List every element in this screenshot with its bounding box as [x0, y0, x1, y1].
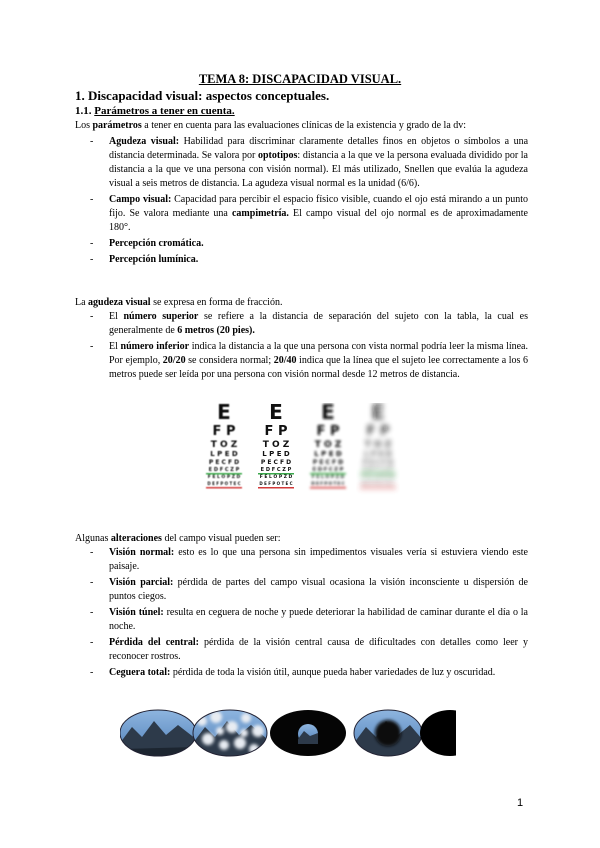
snellen-row: E D F C Z P [312, 467, 344, 473]
snellen-row: D E F P O T E C [361, 481, 395, 486]
snellen-red-line [310, 487, 346, 489]
param-term: Percepción lumínica. [109, 254, 199, 265]
list-item [90, 340, 528, 382]
partial-vision-image [193, 709, 267, 757]
list-item [90, 135, 528, 191]
list-item [90, 636, 528, 664]
snellen-panel [206, 403, 242, 489]
tunnel-vision-image [270, 710, 346, 756]
snellen-panel [360, 403, 396, 489]
fraction-text: El [109, 311, 124, 322]
snellen-row: P E C F D [362, 459, 394, 466]
alter-text: pérdida de toda la visión útil, aunque pueda haber variedades de luz y oscuridad. [170, 667, 496, 678]
intro-text-a: Los [75, 120, 93, 131]
snellen-row: F E L O P Z D [259, 475, 293, 480]
snellen-row: E D F C Z P [208, 467, 240, 473]
snellen-row: E D F C Z P [362, 467, 394, 473]
visual-field-images [120, 709, 456, 757]
snellen-red-line [360, 487, 396, 489]
agudeza-text-c: se expresa en forma de fracción. [150, 297, 283, 308]
snellen-row: P E C F D [312, 459, 344, 466]
snellen-row: F E L O P Z D [311, 475, 345, 480]
snellen-row: E [217, 403, 231, 424]
snellen-row: E [269, 403, 283, 424]
intro-term: parámetros [92, 120, 142, 131]
snellen-row: F P [264, 424, 288, 439]
snellen-row: T O Z [314, 440, 342, 450]
snellen-row: F E L O P Z D [207, 475, 241, 480]
subsection-heading [75, 105, 235, 117]
snellen-green-line [360, 473, 396, 475]
agudeza-paragraph [75, 296, 535, 310]
snellen-row: E [321, 403, 335, 424]
alter-text: pérdida de partes del campo visual ocasiona la visión inconsciente u dispersión de puntos ciegos. [109, 577, 528, 602]
snellen-panel [258, 403, 294, 489]
param-term: Agudeza visual: [109, 136, 180, 147]
alter-text: pérdida de la visión central causa de dificultades con detalles como leer y reconocer rostros. [109, 637, 528, 662]
alter-text: esto es lo que una persona sin impedimentos visuales vería si estuviera viendo este paisaje. [109, 547, 528, 572]
list-item [90, 193, 528, 235]
fraction-text: se refiere a la distancia de separación del sujeto con la tabla, la cual es generalmente de [109, 311, 528, 336]
snellen-row: L P E D [210, 450, 238, 458]
snellen-green-line [310, 473, 346, 475]
snellen-row: T O Z [210, 440, 238, 450]
alter-term: Visión parcial: [109, 577, 174, 588]
snellen-row: E D F C Z P [260, 467, 292, 473]
fraction-term: 20/20 [162, 355, 186, 366]
subsection-number: 1.1. [75, 105, 92, 117]
param-term2: campimetría. [231, 208, 289, 219]
fraction-text: indica la distancia a la que una persona con vista normal podría leer la misma línea. Por ejemplo, [109, 341, 528, 366]
snellen-row: L P E D [262, 450, 290, 458]
agudeza-text-a: La [75, 297, 89, 308]
snellen-row: F P [212, 424, 236, 439]
snellen-green-line [258, 473, 294, 475]
snellen-red-line [258, 487, 294, 489]
fraction-term: número superior [123, 311, 199, 322]
fraction-text: El [109, 341, 121, 352]
intro-paragraph [75, 119, 535, 133]
parameters-list [90, 135, 528, 269]
alter-term: Visión normal: [109, 547, 175, 558]
page-number: 1 [517, 797, 524, 809]
agudeza-term: agudeza visual [88, 297, 151, 308]
document-title: TEMA 8: DISCAPACIDAD VISUAL. [198, 72, 402, 86]
snellen-row: F E L O P Z D [361, 475, 395, 480]
param-text: Capacidad para percibir el espacio físico visible, cuando el ojo está mirando a un punto fijo. Se valora mediante una [109, 194, 528, 219]
list-item [90, 546, 528, 574]
snellen-row: F P [366, 424, 390, 439]
alter-text: resulta en ceguera de noche y puede deteriorar la habilidad de caminar durante el día o la noche. [109, 607, 528, 632]
param-term: Percepción cromática. [109, 238, 204, 249]
snellen-row: L P E D [364, 450, 392, 458]
snellen-red-line [206, 487, 242, 489]
alter-term: Ceguera total: [109, 667, 171, 678]
snellen-panel [310, 403, 346, 489]
param-text: Habilidad para discriminar claramente detalles finos en objetos o símbolos a una distancia determinada. Se valora por [109, 136, 529, 161]
normal-vision-image [120, 709, 196, 757]
snellen-row: L P E D [314, 450, 342, 458]
snellen-row: E [371, 403, 385, 424]
snellen-green-line [206, 473, 242, 475]
subsection-label: Parámetros a tener en cuenta. [94, 105, 235, 117]
fraction-list [90, 310, 528, 384]
list-item [90, 666, 528, 680]
section-heading: 1. Discapacidad visual: aspectos conceptuales. [75, 88, 330, 103]
alter-text-c: del campo visual pueden ser: [161, 533, 281, 544]
list-item [90, 253, 528, 267]
snellen-row: D E F P O T E C [259, 481, 293, 486]
param-term: Campo visual: [109, 194, 172, 205]
param-text2: : distancia a la que ve la persona evaluada dividido por la distancia a la que ve una persona con visión normal). El más utilizado, Snellen que evalúa la agudeza visual a seis metros de distancia. La agudeza visual normal es la unidad (6/6). [109, 150, 528, 189]
param-term2: optotipos [257, 150, 298, 161]
snellen-row: D E F P O T E C [207, 481, 241, 486]
alter-term: Visión túnel: [109, 607, 164, 618]
snellen-chart-image [198, 403, 406, 503]
alter-term: Pérdida del central: [109, 637, 200, 648]
total-blindness-image [420, 710, 456, 756]
list-item [90, 237, 528, 251]
snellen-row: D E F P O T E C [311, 481, 345, 486]
snellen-row: F P [316, 424, 340, 439]
list-item [90, 310, 528, 338]
snellen-row: T O Z [364, 440, 392, 450]
central-loss-image [354, 709, 422, 757]
list-item [90, 576, 528, 604]
fraction-term: número inferior [120, 341, 190, 352]
fraction-term: 20/40 [273, 355, 297, 366]
fraction-term: 6 metros (20 pies). [177, 325, 255, 336]
fraction-text: indica que la línea que el sujeto lee correctamente a los 6 metros puede ser leída por una persona con visión normal desde 12 metros de distancia. [109, 355, 528, 380]
snellen-row: P E C F D [260, 459, 292, 466]
alteraciones-paragraph [75, 532, 535, 546]
snellen-row: T O Z [262, 440, 290, 450]
snellen-row: P E C F D [208, 459, 240, 466]
param-text2: El campo visual del ojo normal es de aproximadamente 180°. [109, 208, 528, 233]
fraction-text: se considera normal; [185, 355, 274, 366]
alter-text-a: Algunas [75, 533, 111, 544]
intro-text-c: a tener en cuenta para las evaluaciones clínicas de la existencia y grado de la dv: [141, 120, 467, 131]
list-item [90, 606, 528, 634]
alter-term: alteraciones [110, 533, 162, 544]
alteraciones-list [90, 546, 528, 682]
